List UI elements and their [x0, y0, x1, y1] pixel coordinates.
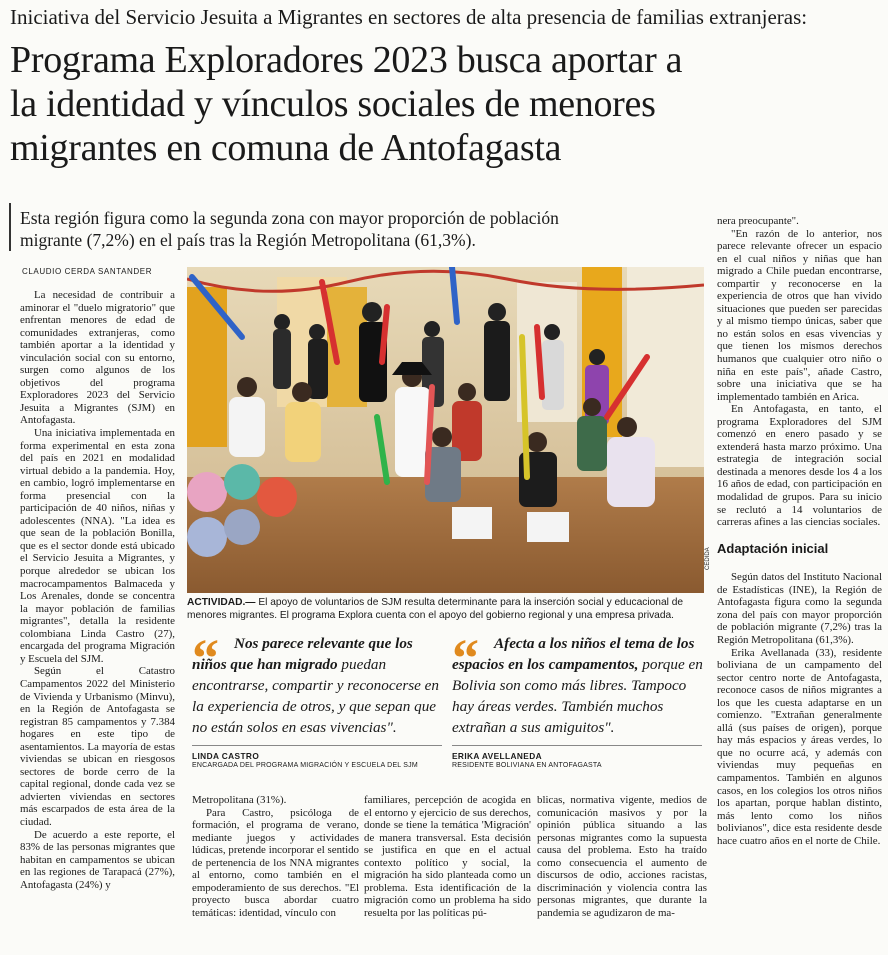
- group-photo: [187, 267, 704, 593]
- column-4: [537, 794, 707, 919]
- lead: [20, 207, 710, 251]
- paragraph: blicas, normativa vigente, medios de comunicación masivos y por la opinión pública situando a las personas migrantes como la supuesta causa del problema. Esto ha traído como consecuencia el aumento de discursos de odio, acciones racistas, discriminación y violencia contra las personas migrantes, que durante la pandemia se agudizaron de ma-: [537, 794, 707, 919]
- quote-highlight: los espacios en los campamentos,: [452, 635, 695, 673]
- quote-author: LINDA CASTRO: [192, 751, 260, 761]
- quote-text: [192, 628, 447, 738]
- paragraph: Metropolitana (31%).: [192, 794, 287, 806]
- quote-highlight: Afecta a los niños el tema de: [494, 635, 673, 652]
- quote-author: ERIKA AVELLANEDA: [452, 751, 542, 761]
- paragraph: Según el Catastro Campamentos 2022 del Ministerio de Vivienda y Urbanismo (Minvu), en la Región de Antofagasta se registran 85 campamentos y 7.384 hogares en este tipo de asentamientos. La mayoría de estas viviendas se ubican en riesgosos sectores de borde cerro de la capital regional, donde cada vez se advierten viviendas en sectores más escarpados de esta área de la ciudad.: [20, 665, 175, 828]
- quote-mark-icon: “: [452, 628, 479, 688]
- headline-line-2: la identidad y vínculos sociales de menores: [10, 83, 656, 125]
- quote-rest: porque en Bolivia son como más libres. Tampoco hay áreas verdes. También muchos extrañan a sus amiguitos".: [452, 656, 703, 736]
- pull-quote-avellaneda: [452, 628, 707, 769]
- headline: [10, 38, 885, 170]
- quote-text: [452, 628, 707, 738]
- column-5: [717, 215, 882, 847]
- lead-line-2: migrante (7,2%) en el país tras la Región Metropolitana (61,3%).: [20, 230, 476, 250]
- photo-illustration: [187, 267, 704, 593]
- kicker: Iniciativa del Servicio Jesuita a Migrantes en sectores de alta presencia de familias extranjeras:: [10, 5, 808, 29]
- quote-rest: puedan encontrarse, compartir y reconocerse en la experiencia de otros, y que sepan que no están solos en esas vivencias".: [192, 656, 440, 736]
- paragraph: La necesidad de contribuir a aminorar el "duelo migratorio" que enfrentan menores de edad de comunidades extranjeras, como también aportar a la identidad y vinculación social con su entorno, surgen como algunos de los objetivos del programa Exploradores 2023 del Servicio Jesuita a Migrantes (SJM) en Antofagasta.: [20, 289, 175, 427]
- subheading: Adaptación inicial: [717, 540, 829, 556]
- paragraph: En Antofagasta, en tanto, el programa Exploradores del SJM comenzó en enero pasado y se extenderá hasta marzo próximo. Una estrategia de integración social destinada a menores desde los 4 a los 16 años de edad, con participación en modalidad de grupos. Para su inicio se reclutó a 14 voluntarios de carreras afines a las ciencias sociales.: [717, 403, 882, 529]
- paragraph: Según datos del Instituto Nacional de Estadísticas (INE), la Región de Antofagasta figura como la segunda zona del país con mayor proporción de población migrante (7,2%) tras la Región Metropolitana (61,3%).: [717, 571, 882, 646]
- quote-author-role: ENCARGADA DEL PROGRAMA MIGRACIÓN Y ESCUELA DEL SJM: [192, 762, 418, 769]
- headline-line-1: Programa Exploradores 2023 busca aportar a: [10, 39, 683, 81]
- quote-highlight: Nos parece relevante que los: [234, 635, 413, 652]
- lead-rule: [9, 203, 11, 251]
- column-1: [20, 289, 175, 891]
- paragraph: "En razón de lo anterior, nos parece relevante ofrecer un espacio en el cual niños y niñas que han migrado a Chile puedan encontrarse, compartir y reconocerse en la experiencia de otros que han vivido situaciones que pueden ser parecidas y al mismo tiempo únicas, saber que no están solos en esas vivencias y que tienen los mismos derechos humanos que cualquier otro niño o niña en este país", añade Castro, sobre una iniciativa que se ha implementado también en Arica.: [717, 227, 882, 403]
- column-2: [192, 794, 359, 919]
- quote-divider: [192, 745, 442, 746]
- caption-label: ACTIVIDAD.—: [187, 597, 256, 608]
- quote-highlight: niños que han migrado: [192, 656, 338, 673]
- paragraph: nera preocupante".: [717, 215, 799, 227]
- quote-mark-icon: “: [192, 628, 219, 688]
- photo-credit: CEDIDA: [705, 547, 711, 570]
- paragraph: Una iniciativa implementada en forma experimental en esta zona del país en 2021 en modalidad virtual debido a la pandemia. Hoy, en cambio, logró implementarse en forma presencial con la participación de 40 niños, niñas y adolescentes (NNA). "La idea es que sean de la población Bonilla, que es el sector donde está ubicado el Servicio Jesuita a Migrantes, y porque alrededor se ubican los macrocampamentos Balmaceda y Los Arenales, donde se concentra la mayor población de familias migrantes", detalla la residente colombiana Linda Castro (27), encargada del programa Migración y Escuela del SJM.: [20, 427, 175, 665]
- byline: CLAUDIO CERDA SANTANDER: [22, 267, 153, 276]
- column-3: [364, 794, 531, 919]
- quote-divider: [452, 745, 702, 746]
- paragraph: Erika Avellanada (33), residente boliviana de un campamento del sector centro norte de Antofagasta, reconoce casos de niños migrantes a los que les cuesta adaptarse en un comienzo. "Extrañan generalmente allá (sus países de origen), porque hay más espacios y áreas verdes, lo que no ocurre acá, y además con viviendas muy pequeñas en campamentos. También en algunos casos, en los colegios los otros niños los apartan, porque hablan distinto, más lento como los niños bolivianos", dice esta residente desde hace cuatro años en el norte de Chile.: [717, 646, 882, 847]
- paragraph: familiares, percepción de acogida en el entorno y ejercicio de sus derechos, donde se tiene la temática 'Migración' de manera transversal. Esta decisión se justifica en que en el actual contexto político y social, la migración ha sido planteada como un problema. Esta identificación de la migración como un problema ha sido resuelta por las políticas pú-: [364, 794, 531, 919]
- quote-author-role: RESIDENTE BOLIVIANA EN ANTOFAGASTA: [452, 762, 602, 769]
- caption-text: El apoyo de voluntarios de SJM resulta determinante para la inserción social y educacional de menores migrantes. El programa Explora cuenta con el apoyo del gobierno regional y una empresa privada.: [187, 597, 684, 621]
- headline-line-3: migrantes en comuna de Antofagasta: [10, 127, 562, 169]
- paragraph: Para Castro, psicóloga de formación, el programa de verano, mediante juegos y actividades lúdicas, pretende incorporar el sentido de pertenencia de los NNA migrantes al entorno, como también en el empoderamiento de sus derechos. "El proyecto busca abordar cuatro temáticas: identidad, vínculo con: [192, 806, 359, 919]
- paragraph: De acuerdo a este reporte, el 83% de las personas migrantes que habitan en campamentos se ubican en las regiones de Tarapacá (27%), Antofagasta (24%) y: [20, 828, 175, 891]
- photo-caption: [187, 596, 707, 622]
- pull-quote-castro: [192, 628, 447, 769]
- lead-line-1: Esta región figura como la segunda zona con mayor proporción de población: [20, 208, 559, 228]
